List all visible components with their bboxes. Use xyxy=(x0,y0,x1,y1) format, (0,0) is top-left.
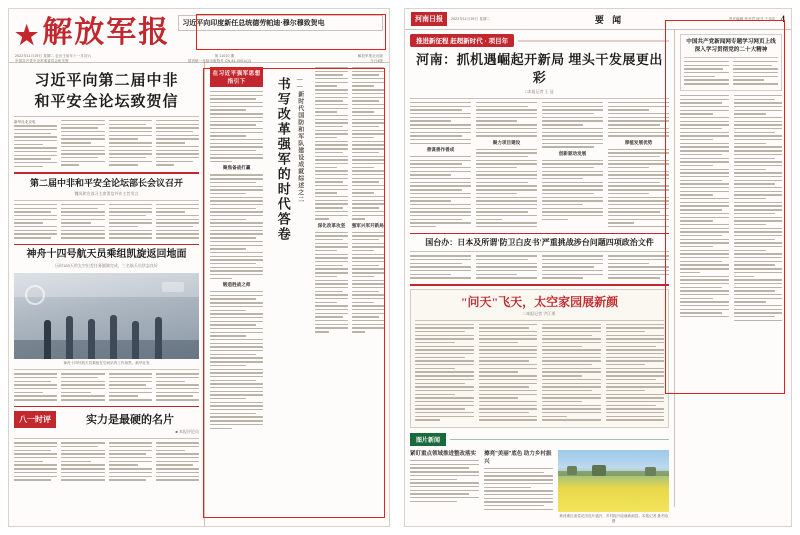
divider xyxy=(410,98,669,99)
left-masthead-reg: 国内统一连续出版物号 CN 81-0001/(J) xyxy=(187,59,252,63)
feature-banner: 在习近平强军思想指引下 xyxy=(210,67,263,87)
photo-story-headline: 神舟十四号航天员乘组凯旋返回地面 xyxy=(26,249,187,261)
right-subhead-1: 善谋善作善成 xyxy=(426,146,455,152)
inner-subhead-1: 聚焦备战打赢 xyxy=(222,165,251,171)
top-banner-badge: 推进新征程 赶超新时代 · 项目年 xyxy=(410,34,514,47)
right-mid-body xyxy=(410,255,669,281)
divider-red xyxy=(410,233,669,235)
right-top-box-headline: 中国共产党新闻网专题学习网页上线 深入学习贯彻党的二十大精神 xyxy=(686,39,776,53)
right-masthead-title: 河南日报 xyxy=(411,12,447,26)
right-feature-byline: □本报记者 尹江勇 xyxy=(523,310,556,316)
left-masthead-title: 解放军报 xyxy=(42,16,171,49)
lead-headline-line1: 习近平向第二届中非 xyxy=(34,73,179,89)
left-masthead-sub2: 中国共产党中央军事委员会机关报 xyxy=(15,59,69,63)
right-subhead-4: 厚植发展优势 xyxy=(624,139,653,145)
feature-vertical-headline: 书写改革强军的时代答卷 xyxy=(275,77,291,242)
right-lead-byline: □本报记者 王 冠 xyxy=(525,89,554,94)
secondary-body xyxy=(14,204,199,241)
right-newspaper-page xyxy=(404,8,792,527)
divider xyxy=(14,200,199,201)
left-masthead xyxy=(9,9,389,63)
right-feature-box xyxy=(410,289,669,429)
divider xyxy=(684,57,778,58)
right-side-columns xyxy=(680,95,782,324)
right-subhead-3: 创新驱动发展 xyxy=(558,150,587,156)
divider xyxy=(14,369,199,370)
photo-story-subhead: 历时183天的太空出差任务圆满完成，三名航天员状态良好 xyxy=(55,263,158,269)
feature-vertical-headline-area xyxy=(267,67,311,522)
secondary-subhead: 魏凤和宣读习主席贺信并作主旨发言 xyxy=(74,190,139,196)
divider xyxy=(14,116,199,117)
photo-caption: 神舟十四号航天员乘组在空间站内工作场景。新华社发 xyxy=(63,361,150,366)
divider xyxy=(415,320,664,321)
left-masthead-weather: 今日4版 xyxy=(370,59,383,63)
right-lead-headline: 河南：抓机遇崛起开新局 埋头干发展更出彩 xyxy=(416,52,663,85)
bottom-body xyxy=(14,442,199,483)
bottom-item-2: 擦亮"美丽"底色 助力乡村振兴 xyxy=(484,451,552,466)
right-page-number: 4 xyxy=(780,14,785,24)
right-feature-headline: "问天"飞天，太空家园展新颜 xyxy=(460,294,619,309)
left-masthead-issue: 第 11010 期 xyxy=(214,54,235,58)
top-strip-headline: 习近平向印度新任总统德劳帕迪·穆尔穆致贺电 xyxy=(182,19,325,27)
inner-subhead-4: 强军兴军开新局 xyxy=(351,222,384,228)
bottom-headline: 实力是最硬的名片 xyxy=(86,413,174,426)
divider xyxy=(410,251,669,252)
astronauts-photo xyxy=(14,273,199,359)
feature-vertical-subhead: ——新时代国防和军队建设成就综述之二 xyxy=(296,77,303,203)
divider-red xyxy=(14,244,199,246)
right-top-box xyxy=(680,34,782,91)
photo-story-body xyxy=(14,373,199,403)
lead-body xyxy=(14,120,199,169)
lead-body-label: 新华社北京电 xyxy=(14,120,36,124)
right-masthead-date: 2022年11月29日 星期二 xyxy=(451,16,491,21)
right-editor-line: 责任编辑 张华君 版式 王伟宾 xyxy=(728,16,776,21)
inner-subhead-2: 锻造胜战之师 xyxy=(222,282,251,288)
right-subhead-2: 聚力项目建设 xyxy=(492,139,521,145)
divider-red xyxy=(14,406,199,408)
photo-banner-badge: 图片新闻 xyxy=(410,433,446,446)
inner-subhead-3: 深化改革攻坚 xyxy=(317,222,346,228)
left-masthead-title-wrap xyxy=(15,13,170,53)
left-masthead-sub1: 2022年11月29日 星期二 农历壬寅年十一月初六 xyxy=(15,54,92,58)
divider xyxy=(14,438,199,439)
bottom-byline: ■ 本报评论员 xyxy=(175,429,199,435)
right-photo-caption: 黄河滩区油菜花田连片盛开，乡村振兴绘就新画卷。本报记者 聂冬晗 摄 xyxy=(559,514,669,524)
divider-red xyxy=(14,172,199,174)
lead-headline-line2: 和平安全论坛致贺信 xyxy=(34,94,179,110)
divider-red xyxy=(410,284,669,286)
secondary-headline: 第二届中非和平安全论坛部长会议召开 xyxy=(29,177,183,188)
right-lead-body xyxy=(410,102,669,230)
red-star-icon: ★ xyxy=(15,21,41,50)
rapeseed-field-photo xyxy=(558,450,669,512)
right-section-title: 要 闻 xyxy=(594,14,625,25)
column-label-badge: 八一时评 xyxy=(14,411,56,428)
left-newspaper-page xyxy=(8,8,390,527)
right-mid-headline: 国台办：日本及所谓'防卫白皮书'严重挑战涉台问题四项政治文件 xyxy=(425,238,654,248)
left-masthead-publisher: 解放军报社出版 xyxy=(357,54,383,58)
bottom-item-1: 紧盯重点领域推进整改落实 xyxy=(410,451,477,458)
